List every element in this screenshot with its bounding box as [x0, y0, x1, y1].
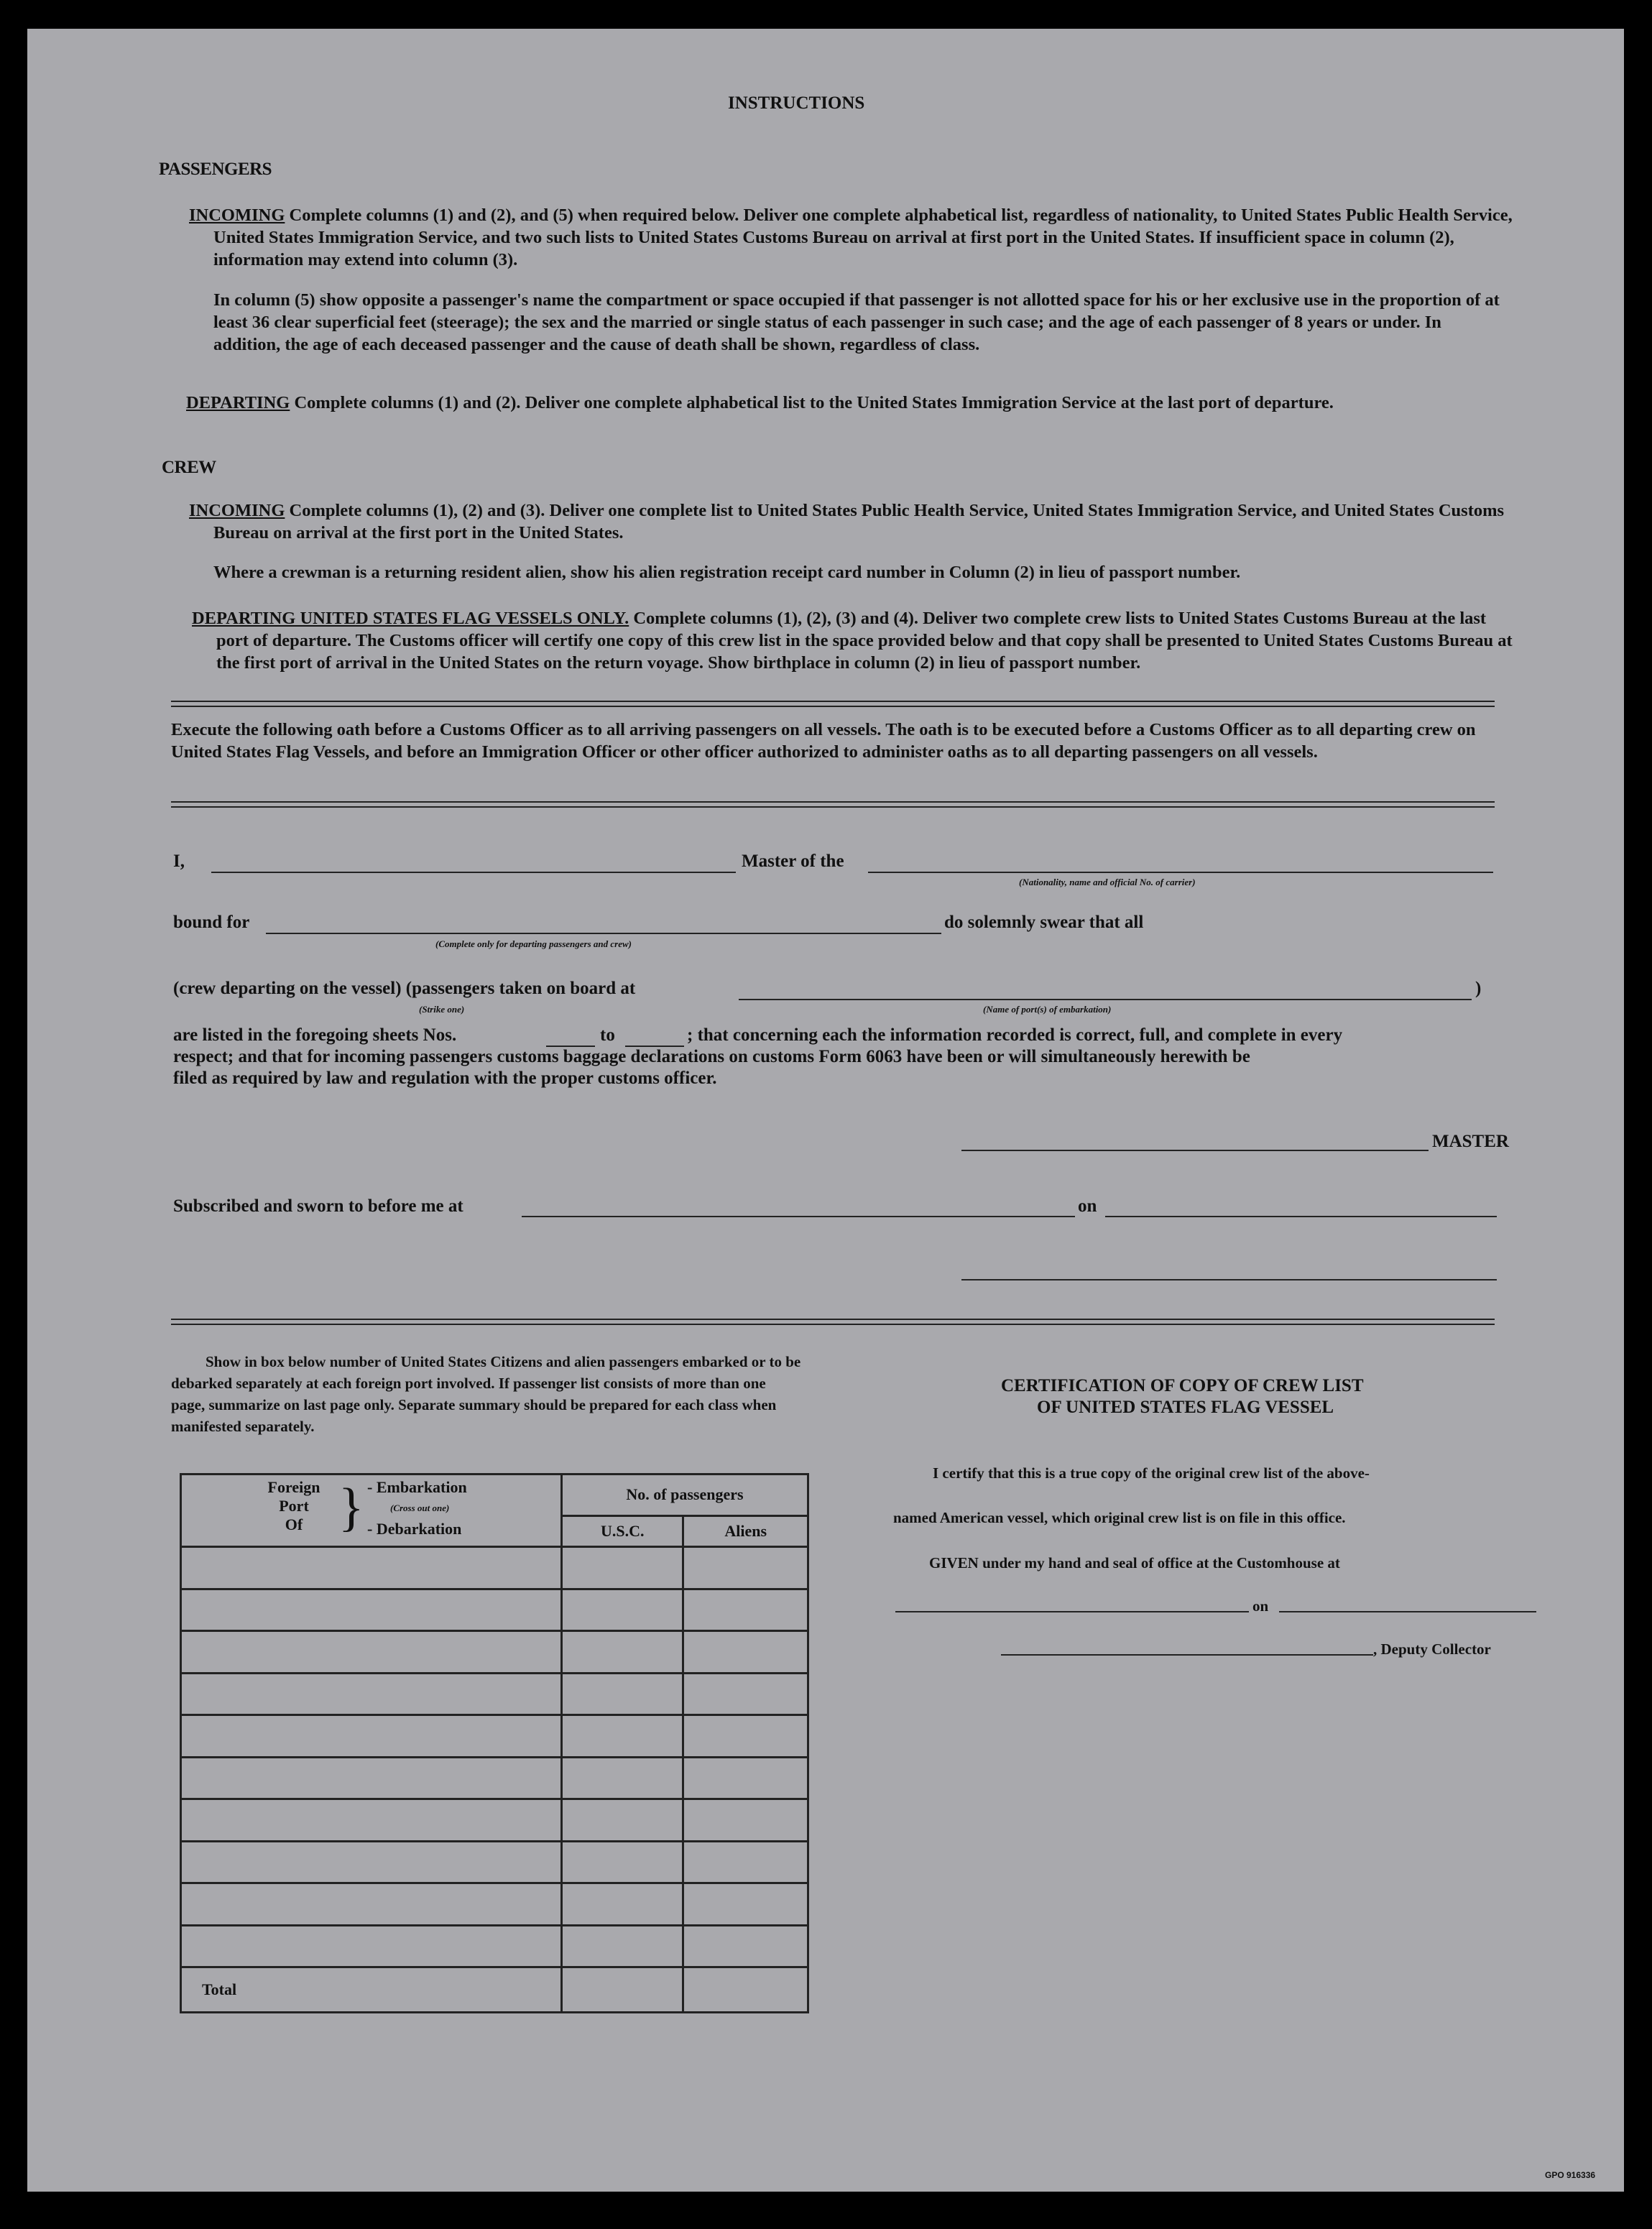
cross-out-caption: (Cross out one)	[390, 1503, 450, 1513]
divider-rule	[171, 701, 1495, 707]
aliens-cell[interactable]	[683, 1925, 808, 1967]
crew-departing-label: DEPARTING UNITED STATES FLAG VESSELS ONLY.	[192, 609, 629, 628]
aliens-cell[interactable]	[683, 1631, 808, 1674]
aliens-cell[interactable]	[683, 1715, 808, 1758]
crew-departing-paragraph	[192, 607, 1521, 674]
usc-cell[interactable]	[561, 1631, 683, 1674]
close-paren: )	[1475, 979, 1482, 998]
deputy-signature-line[interactable]	[1001, 1654, 1373, 1656]
listed-line2: respect; and that for incoming passengers customs baggage declarations on customs Form 6063 have been or will simultaneously herewith be	[173, 1047, 1250, 1066]
aliens-cell[interactable]	[683, 1799, 808, 1842]
swear-label: do solemnly swear that all	[944, 913, 1144, 932]
master-label: MASTER	[1432, 1132, 1509, 1151]
listed-sheets-label: are listed in the foregoing sheets Nos.	[173, 1025, 457, 1045]
aliens-cell[interactable]	[683, 1547, 808, 1589]
port-cell[interactable]	[181, 1757, 562, 1799]
port-cell[interactable]	[181, 1883, 562, 1926]
summary-row	[181, 1589, 808, 1631]
usc-cell[interactable]	[561, 1883, 683, 1926]
passengers-departing-label: DEPARTING	[186, 393, 290, 412]
summary-row	[181, 1757, 808, 1799]
summary-table	[180, 1473, 809, 2013]
total-usc-cell[interactable]	[561, 1967, 683, 2013]
usc-cell[interactable]	[561, 1589, 683, 1631]
cert-date-line[interactable]	[1279, 1611, 1536, 1612]
strike-caption: (Strike one)	[419, 1004, 465, 1015]
oath-i-label: I,	[173, 852, 185, 871]
aliens-cell[interactable]	[683, 1841, 808, 1883]
total-label: Total	[181, 1967, 562, 2013]
port-cell[interactable]	[181, 1631, 562, 1674]
crew-departing-text: Complete columns (1), (2), (3) and (4). Deliver two complete crew lists to United States Customs Bureau at the last port of departure. The Customs officer will certify one copy of this crew list in the space provided below and that copy shall be presented to United States Customs Bureau at the first port of arrival in the United States on the return voyage. Show birthplace in column (2) in lieu of passport number.	[216, 609, 1513, 673]
embarkation-label: - Embarkation	[367, 1478, 467, 1496]
summary-row	[181, 1925, 808, 1967]
certification-title-line2: OF UNITED STATES FLAG VESSEL	[1037, 1398, 1334, 1417]
port-cell[interactable]	[181, 1925, 562, 1967]
usc-cell[interactable]	[561, 1925, 683, 1967]
nationality-caption: (Nationality, name and official No. of carrier)	[1019, 877, 1196, 887]
bound-for-label: bound for	[173, 913, 250, 932]
certification-title-line1: CERTIFICATION OF COPY OF CREW LIST	[1001, 1376, 1364, 1395]
passengers-heading: PASSENGERS	[159, 160, 272, 179]
port-cell[interactable]	[181, 1799, 562, 1842]
summary-row	[181, 1673, 808, 1715]
crew-incoming-text: Complete columns (1), (2) and (3). Deliver one complete list to United States Public Health Service, United States Immigration Service, and United States Customs Bureau on arrival at the first port in the United States.	[213, 501, 1505, 543]
summary-row	[181, 1547, 808, 1589]
no-passengers-header: No. of passengers	[561, 1475, 808, 1516]
crew-incoming-paragraph	[189, 499, 1521, 544]
usc-cell[interactable]	[561, 1757, 683, 1799]
passengers-column5-paragraph: In column (5) show opposite a passenger's name the compartment or space occupied if that passenger is not allotted space for his or her exclusive use in the proportion of at least 36 clear superficial feet (steerage); the sex and the married or single status of each passenger in such case; and the age of each passenger of 8 years or under. In addition, the age of each deceased passenger and the cause of death shall be shown, regardless of class.	[213, 290, 1500, 354]
summary-row	[181, 1799, 808, 1842]
sworn-place-line[interactable]	[522, 1216, 1075, 1217]
deputy-collector-label: , Deputy Collector	[1373, 1640, 1491, 1658]
port-header-cell	[181, 1475, 562, 1547]
brace-glyph: }	[338, 1478, 364, 1537]
listed-to-label: to	[600, 1025, 615, 1045]
passengers-incoming-label: INCOMING	[189, 206, 285, 225]
usc-cell[interactable]	[561, 1841, 683, 1883]
port-cell[interactable]	[181, 1715, 562, 1758]
sworn-date-line[interactable]	[1105, 1216, 1497, 1217]
summary-instructions: Show in box below number of United States Citizens and alien passengers embarked or to be debarked separately at each foreign port involved. If passenger list consists of more than one page, summarize on last page only. Separate summary should be prepared for each class when manifested separately.	[171, 1353, 801, 1435]
debarkation-label: - Debarkation	[367, 1520, 462, 1538]
foreign-label: Foreign	[267, 1478, 320, 1496]
usc-cell[interactable]	[561, 1715, 683, 1758]
summary-row	[181, 1883, 808, 1926]
crew-departing-label: (crew departing on the vessel) (passengers taken on board at	[173, 979, 636, 998]
passengers-departing-paragraph	[186, 392, 1521, 414]
total-aliens-cell[interactable]	[683, 1967, 808, 2013]
port-cell[interactable]	[181, 1673, 562, 1715]
aliens-cell[interactable]	[683, 1883, 808, 1926]
customhouse-line[interactable]	[895, 1611, 1249, 1612]
given-line: GIVEN under my hand and seal of office at the Customhouse at	[929, 1554, 1340, 1572]
aliens-cell[interactable]	[683, 1589, 808, 1631]
port-caption: (Name of port(s) of embarkation)	[983, 1004, 1112, 1015]
usc-cell[interactable]	[561, 1799, 683, 1842]
passengers-incoming-text: Complete columns (1) and (2), and (5) when required below. Deliver one complete alphabetical list, regardless of nationality, to United States Public Health Service, United States Immigration Service, and two such lists to United States Customs Bureau on arrival at first port in the United States. If insufficient space in column (2), information may extend into column (3).	[213, 206, 1513, 269]
aliens-cell[interactable]	[683, 1757, 808, 1799]
divider-rule	[171, 801, 1495, 808]
bound-for-line[interactable]	[266, 933, 941, 934]
form-page	[27, 29, 1624, 2192]
footer-code: GPO 916336	[1545, 2170, 1596, 2180]
listed-line3: filed as required by law and regulation with the proper customs officer.	[173, 1069, 717, 1088]
master-of-the-label: Master of the	[742, 852, 844, 871]
divider-rule	[171, 1319, 1495, 1325]
crew-incoming-label: INCOMING	[189, 501, 285, 520]
master-signature-line[interactable]	[961, 1150, 1429, 1151]
certify-line2: named American vessel, which original crew list is on file in this office.	[893, 1509, 1346, 1526]
crew-resident-paragraph: Where a crewman is a returning resident alien, show his alien registration receipt card number in Column (2) in lieu of passport number.	[213, 563, 1241, 582]
passengers-incoming-paragraph	[189, 204, 1521, 271]
sworn-on-label: on	[1078, 1196, 1097, 1216]
master-name-line[interactable]	[211, 872, 736, 873]
carrier-line[interactable]	[868, 872, 1493, 873]
crew-heading: CREW	[162, 458, 216, 477]
certify-line1: I certify that this is a true copy of the original crew list of the above-	[933, 1464, 1370, 1482]
port-cell[interactable]	[181, 1589, 562, 1631]
summary-rows	[181, 1547, 808, 1967]
of-label: Of	[285, 1515, 303, 1533]
port-embarkation-line[interactable]	[739, 999, 1472, 1000]
aliens-cell[interactable]	[683, 1673, 808, 1715]
instructions-title: INSTRUCTIONS	[728, 93, 865, 113]
summary-row	[181, 1631, 808, 1674]
subscribed-label: Subscribed and sworn to before me at	[173, 1196, 463, 1216]
cert-on-label: on	[1252, 1597, 1269, 1615]
aliens-header: Aliens	[683, 1515, 808, 1546]
port-label: Port	[279, 1497, 309, 1515]
summary-row	[181, 1715, 808, 1758]
usc-header: U.S.C.	[561, 1515, 683, 1546]
officer-signature-line[interactable]	[961, 1279, 1497, 1280]
port-cell[interactable]	[181, 1841, 562, 1883]
summary-row	[181, 1841, 808, 1883]
port-cell[interactable]	[181, 1547, 562, 1589]
complete-caption: (Complete only for departing passengers and crew)	[435, 938, 632, 949]
listed-text: ; that concerning each the information recorded is correct, full, and complete in every	[687, 1025, 1343, 1045]
usc-cell[interactable]	[561, 1547, 683, 1589]
usc-cell[interactable]	[561, 1673, 683, 1715]
passengers-departing-text: Complete columns (1) and (2). Deliver one complete alphabetical list to the United States Immigration Service at the last port of departure.	[290, 393, 1334, 412]
oath-instruction: Execute the following oath before a Customs Officer as to all arriving passengers on all vessels. The oath is to be executed before a Customs Officer as to all departing crew on United States Flag Vessels, and before an Immigration Officer or other officer authorized to administer oaths as to all departing passengers on all vessels.	[171, 720, 1476, 762]
